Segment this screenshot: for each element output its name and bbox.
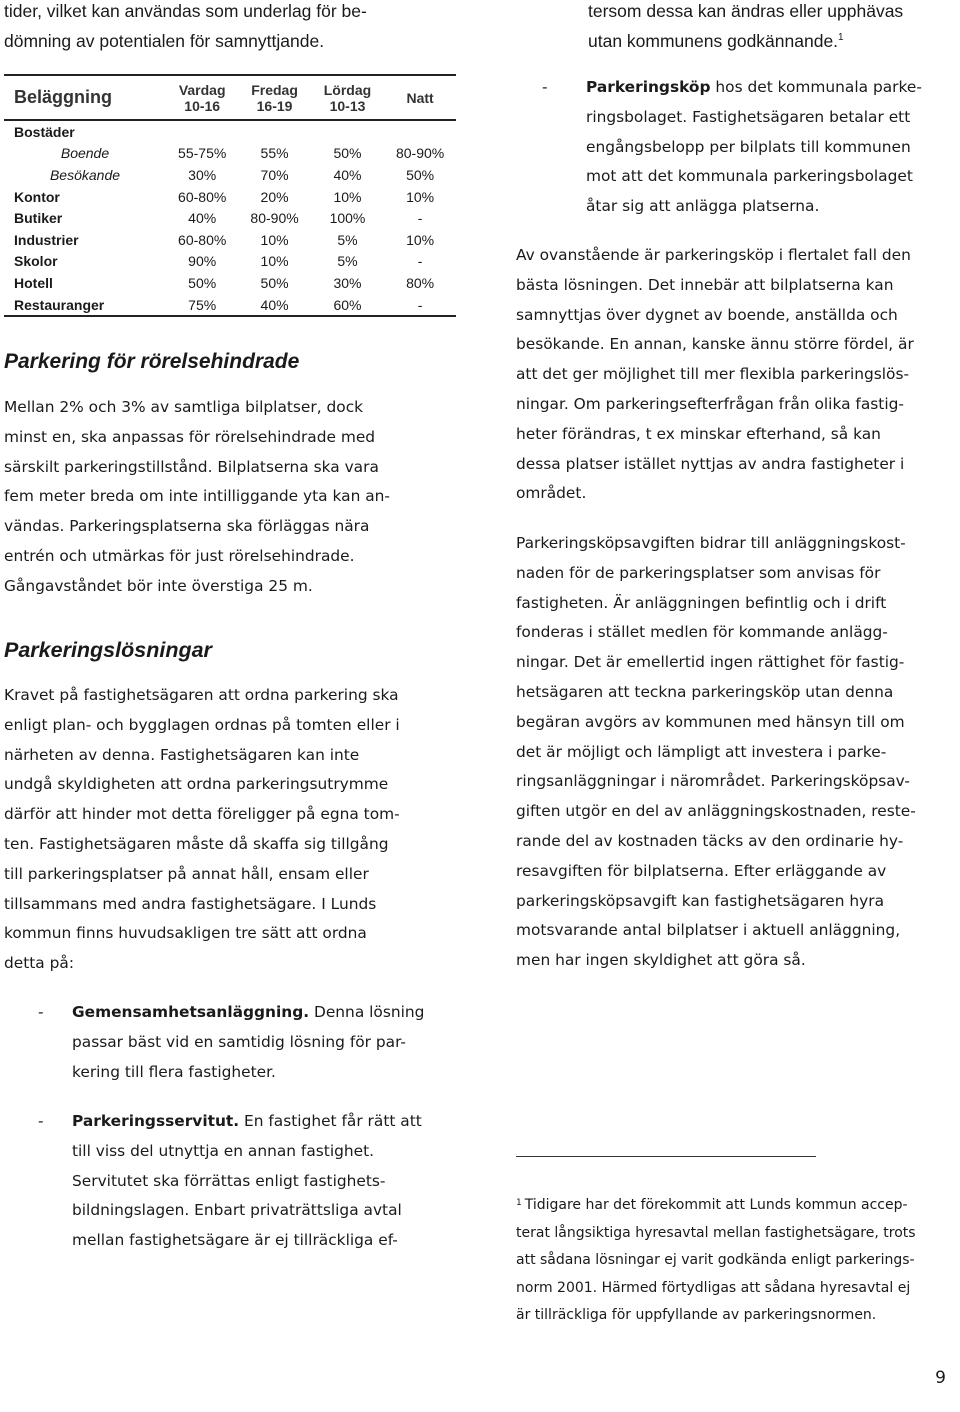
list-dash: - [38, 1003, 44, 1021]
cell-saturday: 5% [337, 253, 358, 270]
paragraph-accessible-parking [4, 393, 456, 602]
text-line: heter förändras, t ex minskar efterhand, så kan [516, 424, 881, 443]
cell-weekday: 55-75% [178, 145, 227, 162]
text-line: enligt plan- och bygglagen ordnas på tomten eller i [4, 715, 400, 734]
text-line: Denna lösning [309, 1003, 425, 1021]
cell-saturday: 10% [333, 188, 362, 205]
cell-night: - [417, 210, 423, 227]
text-line: men har ingen skyldighet att göra så. [516, 951, 806, 970]
intro-right-line-2 [588, 26, 903, 56]
text-line: fonderas i stället medlen för kommande anlägg- [516, 623, 888, 642]
text-line: särskilt parkeringstillstånd. Bilplatserna ska vara [4, 457, 379, 476]
row-label: Bostäder [14, 123, 75, 140]
table-row [4, 120, 456, 143]
cell-saturday: 100% [329, 210, 366, 227]
list-dash: - [542, 78, 548, 96]
table-row [4, 272, 456, 294]
cell-weekday: 40% [188, 210, 217, 227]
cell-friday: 50% [260, 274, 289, 291]
text-line: området. [516, 484, 587, 503]
text-line: det är möjligt och lämpligt att investera i parke- [516, 742, 887, 761]
text-line: Av ovanstående är parkeringsköp i flertalet fall den [516, 246, 911, 264]
row-label: Besökande [49, 166, 121, 183]
list-item-term: Parkeringsköp [586, 78, 711, 96]
text-line: ringsanläggningar i närområdet. Parkeringsköpsav- [516, 772, 910, 791]
text-line: fastigheten. Är anläggningen befintlig och i drift [516, 593, 887, 612]
row-label: Restauranger [4, 294, 166, 317]
intro-right-line-1: tersom dessa kan ändras eller upphävas [588, 1, 904, 21]
text-line: detta på: [4, 954, 75, 973]
cell-night: 80-90% [395, 145, 445, 162]
cell-night: 10% [406, 188, 435, 205]
footnote [516, 1192, 960, 1330]
text-line: därför att hinder mot detta föreligger på egna tom- [4, 805, 400, 824]
paragraph-parking-purchase-benefits [516, 241, 960, 509]
table-row [4, 294, 456, 317]
row-label: Skolor [14, 253, 58, 270]
text-line: kering till flera fastigheter. [72, 1062, 276, 1081]
cell-weekday: 30% [188, 166, 217, 183]
text-line: fem meter breda om inte intilliggande yta kan an- [4, 487, 390, 506]
list-item-parking-purchase [516, 73, 960, 222]
table-row [4, 251, 456, 273]
text-line: tillsammans med andra fastighetsägare. I Lunds [4, 894, 377, 913]
text-line: ningar. Om parkeringsefterfrågan från olika fastig- [516, 394, 904, 413]
text-line: mot att det kommunala parkeringsbolaget [586, 167, 913, 186]
text-line: terat långsiktiga hyresavtal mellan fastighetsägare, trots [516, 1224, 916, 1241]
text-line: hetsägaren att teckna parkeringsköp utan denna [516, 682, 894, 701]
text-line: resavgiften för bilplatserna. Efter erläggande av [516, 861, 887, 880]
cell-night: - [417, 253, 423, 270]
text-line: Mellan 2% och 3% av samtliga bilplatser, dock [4, 398, 364, 416]
text-line: parkeringsköpsavgift kan fastighetsägaren hyra [516, 891, 885, 910]
cell-weekday: 75% [166, 294, 238, 317]
paragraph-parking-purchase-fee [516, 529, 960, 976]
cell-saturday: 30% [333, 274, 362, 291]
header-friday: Fredag 16-19 [251, 81, 298, 114]
cell-friday: 80-90% [250, 210, 299, 227]
text-line: samnyttjas över dygnet av boende, anställda och [516, 305, 898, 324]
text-line: åtar sig att anlägga platserna. [586, 197, 820, 216]
footnote-separator [516, 1156, 816, 1157]
text-line: Servitutet ska förrättas enligt fastighets- [72, 1171, 386, 1190]
text-line: att det ger möjlighet till mer flexibla parkeringslös- [516, 365, 910, 384]
table-row [4, 229, 456, 251]
cell-saturday: 5% [337, 231, 358, 248]
cell-saturday: 50% [333, 145, 362, 162]
row-label: Butiker [14, 210, 63, 227]
text-line: undgå skyldigheten att ordna parkeringsutrymme [4, 775, 389, 794]
text-line: ningar. Det är emellertid ingen rättighet för fastig- [516, 653, 905, 672]
cell-friday: 10% [260, 231, 289, 248]
text-line: bildningslagen. Enbart privaträttsliga avtal [72, 1201, 402, 1220]
section-heading-accessible-parking: Parkering för rörelsehindrade [4, 350, 300, 373]
text-line: En fastighet får rätt att [239, 1112, 422, 1130]
text-line: vändas. Parkeringsplatserna ska förläggas nära [4, 517, 370, 536]
table-row [4, 143, 456, 165]
table-header-row [4, 75, 456, 120]
header-saturday: Lördag 10-13 [323, 81, 372, 114]
list-item-joint-facility [4, 998, 456, 1087]
intro-left-line-2: dömning av potentialen för samnyttjande. [4, 31, 325, 51]
page-number: 9 [935, 1368, 946, 1388]
table-row [4, 164, 456, 186]
table-row [4, 207, 456, 229]
text-line: engångsbelopp per bilplats till kommunen [586, 137, 911, 156]
text-line: bästa lösningen. Det innebär att bilplatserna kan [516, 275, 894, 294]
text-line: kommun finns huvudsakligen tre sätt att ordna [4, 924, 367, 943]
text-line: Parkeringsköpsavgiften bidrar till anläggningskost- [516, 534, 906, 552]
paragraph-parking-solutions [4, 681, 456, 979]
header-night: Natt [406, 89, 434, 106]
text-line: rande del av kostnaden täcks av den ordinarie hy- [516, 831, 904, 850]
header-weekday: Vardag 10-16 [178, 81, 226, 114]
text-line: Kravet på fastighetsägaren att ordna parkering ska [4, 686, 399, 704]
cell-weekday: 60-80% [178, 231, 227, 248]
text-line: motsvarande antal bilplatser i aktuell anläggning, [516, 921, 901, 940]
header-category: Beläggning [14, 87, 112, 107]
cell-friday: 55% [260, 145, 289, 162]
text-line: hos det kommunala parke- [710, 78, 922, 96]
cell-night: - [384, 294, 456, 317]
cell-friday: 40% [238, 294, 310, 317]
text-line: minst en, ska anpassas för rörelsehindrade med [4, 427, 376, 446]
text-line: närheten av denna. Fastighetsägaren kan inte [4, 745, 360, 764]
row-label: Hotell [14, 274, 53, 291]
cell-friday: 20% [260, 188, 289, 205]
text-line: ten. Fastighetsägaren måste då skaffa sig tillgång [4, 834, 389, 853]
row-label: Industrier [14, 231, 79, 248]
row-label: Kontor [14, 188, 60, 205]
text-line: till parkeringsplatser på annat håll, ensam eller [4, 864, 369, 883]
cell-night: 50% [406, 166, 435, 183]
cell-weekday: 60-80% [178, 188, 227, 205]
cell-friday: 70% [260, 166, 289, 183]
text-line: mellan fastighetsägare är ej tillräckliga ef- [72, 1231, 398, 1250]
text-line: norm 2001. Härmed förtydligas att sådana hyresavtal ej [516, 1279, 911, 1296]
intro-right [588, 0, 903, 56]
text-line: passar bäst vid en samtidig lösning för par- [72, 1032, 406, 1051]
footnote-mark: 1 [516, 1198, 522, 1208]
text-line: besökande. En annan, kanske ännu större fördel, är [516, 335, 914, 354]
text-line: dessa platser istället nyttjas av andra fastigheter i [516, 454, 905, 473]
section-heading-parking-solutions: Parkeringslösningar [4, 638, 212, 662]
text-line: att sådana lösningar ej varit godkända enligt parkerings- [516, 1252, 915, 1268]
cell-saturday: 60% [311, 294, 385, 317]
cell-night: 10% [406, 231, 435, 248]
intro-right-line-2-text: utan kommunens godkännande. [588, 31, 839, 51]
occupancy-table [4, 74, 456, 317]
text-line: begäran avgörs av kommunen med hänsyn till om [516, 712, 905, 731]
intro-left-line-1: tider, vilket kan användas som underlag för be- [4, 1, 367, 21]
cell-weekday: 50% [188, 274, 217, 291]
cell-friday: 10% [260, 253, 289, 270]
text-line: naden för de parkeringsplatser som anvisas för [516, 563, 881, 582]
cell-saturday: 40% [333, 166, 362, 183]
text-line: giften utgör en del av anläggningskostnaden, reste- [516, 802, 916, 821]
intro-left [4, 0, 367, 56]
list-item-servitude [4, 1107, 456, 1256]
footnote-reference: 1 [838, 32, 844, 43]
cell-night: 80% [406, 274, 435, 291]
list-item-term: Gemensamhetsanläggning. [72, 1003, 310, 1021]
row-label: Boende [60, 145, 110, 162]
text-line: till viss del utnyttja en annan fastighet. [72, 1141, 375, 1160]
cell-weekday: 90% [188, 253, 217, 270]
list-item-term: Parkeringsservitut. [72, 1112, 240, 1130]
list-dash: - [38, 1112, 44, 1130]
text-line: Gångavståndet bör inte överstiga 25 m. [4, 576, 313, 595]
table-row [4, 186, 456, 208]
text-line: entrén och utmärkas för just rörelsehindrade. [4, 546, 355, 565]
text-line: är tillräckliga för uppfyllande av parkeringsnormen. [516, 1307, 877, 1323]
text-line: ringsbolaget. Fastighetsägaren betalar ett [586, 107, 911, 126]
text-line: $^1$ Tidigare har det förekommit att Lunds kommun accep- [516, 1197, 908, 1213]
